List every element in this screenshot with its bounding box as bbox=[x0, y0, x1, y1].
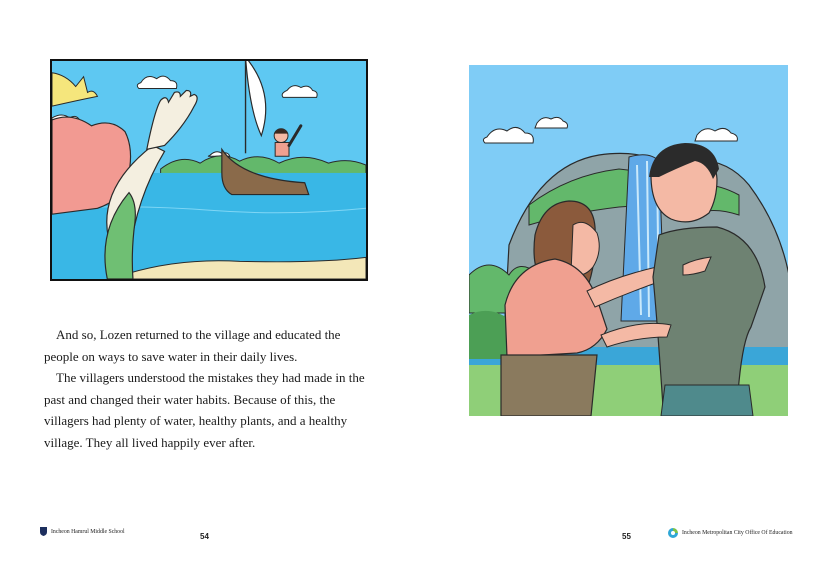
right-page bbox=[417, 0, 835, 571]
school-footer bbox=[40, 527, 125, 536]
reunion-waterfall-illustration bbox=[469, 65, 788, 416]
story-paragraph: The villagers understood the mistakes they had made in the past and changed their water habits. Because of this, the villagers had plenty of water, healthy plants, and a healthy village. They all lived happily ever after. bbox=[44, 370, 365, 450]
farewell-boat-illustration bbox=[50, 59, 368, 281]
school-crest-icon bbox=[40, 527, 47, 536]
reunion-waterfall-drawing bbox=[469, 65, 788, 416]
page-number: 55 bbox=[622, 532, 631, 541]
office-name: Incheon Metropolitan City Office Of Education bbox=[682, 530, 793, 536]
story-text bbox=[44, 324, 374, 454]
story-paragraph: And so, Lozen returned to the village and educated the people on ways to save water in their daily lives. bbox=[44, 327, 341, 364]
office-footer bbox=[667, 527, 793, 539]
education-office-logo-icon bbox=[667, 527, 679, 539]
school-name: Incheon Hamrul Middle School bbox=[51, 528, 125, 535]
page-number: 54 bbox=[200, 532, 209, 541]
farewell-boat-drawing bbox=[52, 61, 366, 279]
left-page bbox=[0, 0, 417, 571]
